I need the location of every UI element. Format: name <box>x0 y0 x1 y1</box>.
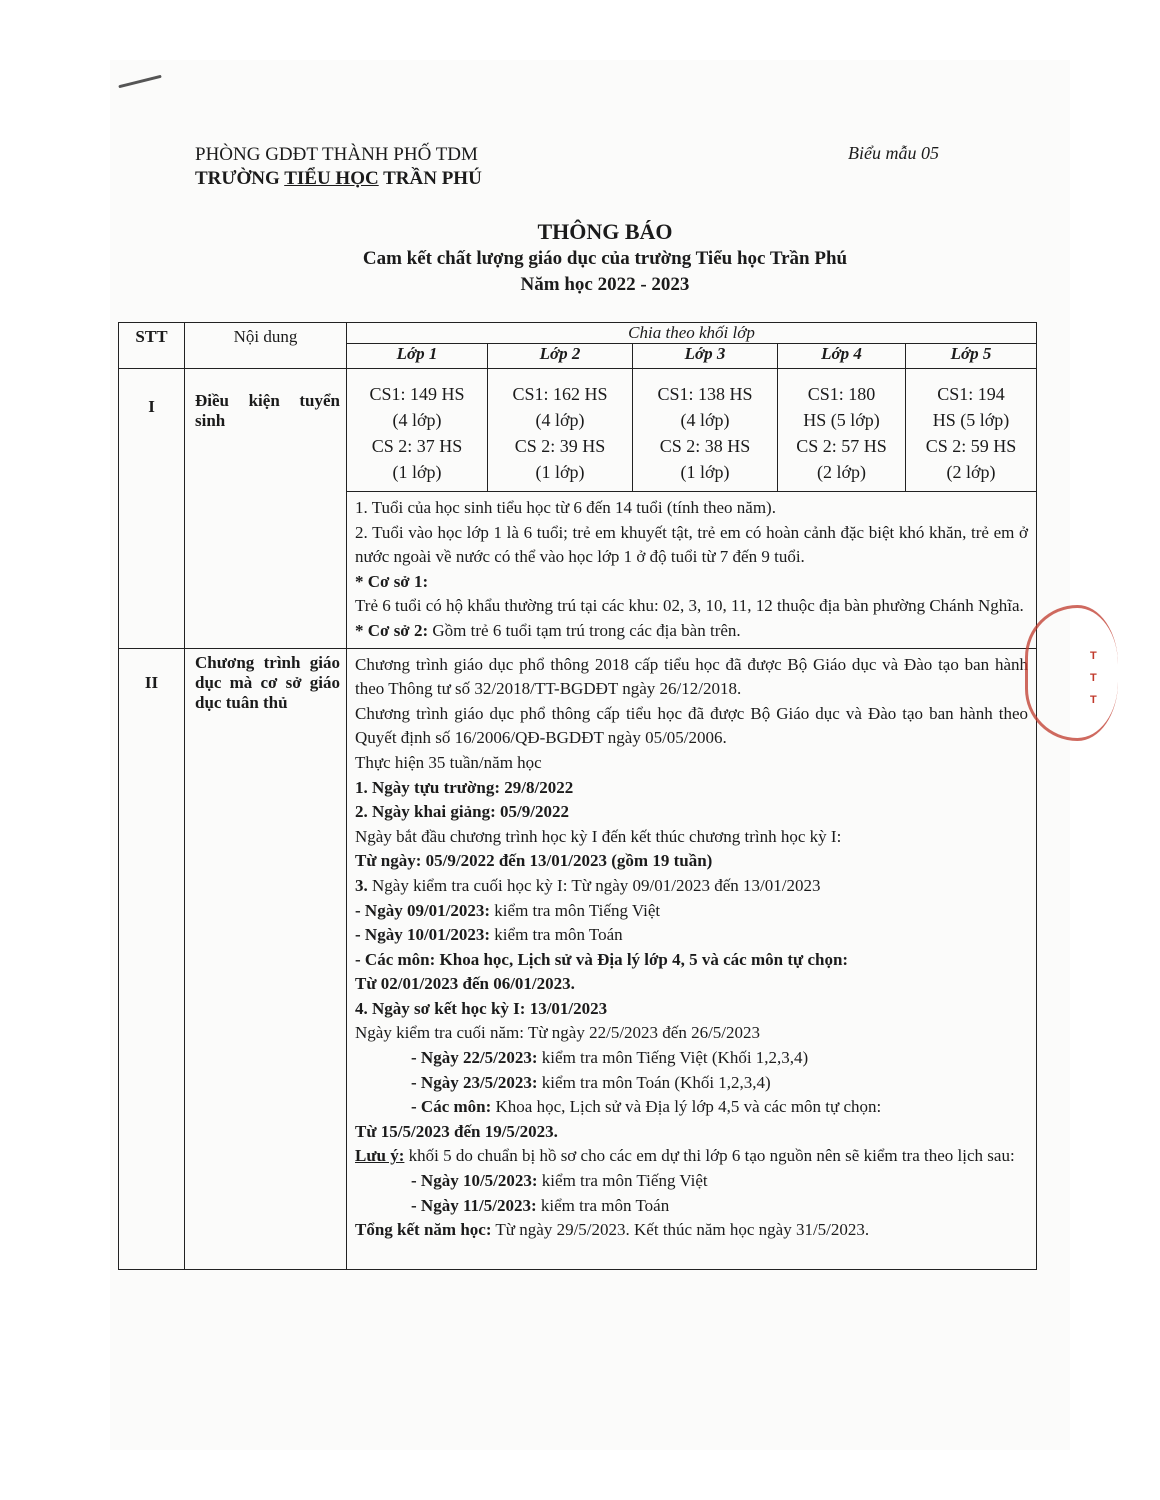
header-lop-3: Lớp 3 <box>633 344 778 369</box>
table-row <box>119 369 1037 492</box>
header-lop-1: Lớp 1 <box>347 344 488 369</box>
seal-letter: T <box>1090 650 1097 662</box>
school-name: TRƯỜNG TIỂU HỌC TRẦN PHÚ <box>195 168 482 189</box>
header-noi-dung: Nội dung <box>185 323 347 369</box>
header-lop-4: Lớp 4 <box>778 344 906 369</box>
campus-1-heading: * Cơ sở 1: <box>355 571 429 591</box>
row-label: Chương trình giáo dục mà cơ sở giáo dục tuân thủ <box>185 648 347 1269</box>
grade-cell-lop-5: CS1: 194 HS (5 lớp) CS 2: 59 HS (2 lớp) <box>906 369 1037 492</box>
header-lop-2: Lớp 2 <box>488 344 633 369</box>
header-chia-theo-khoi: Chia theo khối lớp <box>347 323 1037 344</box>
header-lop-5: Lớp 5 <box>906 344 1037 369</box>
row-number: II <box>119 648 185 1269</box>
row-number: I <box>119 369 185 649</box>
curriculum-text: Chương trình giáo dục phổ thông 2018 cấp tiểu học đã được Bộ Giáo dục và Đào tạo ban hành theo Thông tư số 32/2018/TT-BGDĐT ngày 26/12/2018. Chương trình giáo dục phổ thông cấp tiểu học đã được Bộ Giáo dục và Đào tạo ban hành theo Quyết định số 16/2006/QĐ-BGDĐT ngày 05/05/2006. Thực hiện 35 tuần/năm học 1. Ngày tựu trường: 29/8/2022 2. Ngày khai giảng: 05/9/2022 Ngày bắt đầu chương trình học kỳ I đến kết thúc chương trình học kỳ I: Từ ngày: 05/9/2022 đến 13/01/2023 (gồm 19 tuần) 3. Ngày kiểm tra cuối học kỳ I: Từ ngày 09/01/2023 đến 13/01/2023 - Ngày 09/01/2023: kiểm tra môn Tiếng Việt - Ngày 10/01/2023: kiểm tra môn Toán - Các môn: Khoa học, Lịch sử và Địa lý lớp 4, 5 và các môn tự chọn: Từ 02/01/2023 đến 06/01/2023. 4. Ngày sơ kết học kỳ I: 13/01/2023 Ngày kiểm tra cuối năm: Từ ngày 22/5/2023 đến 26/5/2023 - Ngày 22/5/2023: kiểm tra môn Tiếng Việt (Khối 1,2,3,4) - Ngày 23/5/2023: kiểm tra môn Toán (Khối 1,2,3,4) - Các môn: Khoa học, Lịch sử và Địa lý lớp 4,5 và các môn tự chọn: Từ 15/5/2023 đến 19/5/2023. Lưu ý: khối 5 do chuẩn bị hồ sơ cho các em dự thi lớp 6 tạo nguồn nên sẽ kiểm tra theo lịch sau: - Ngày 10/5/2023: kiểm tra môn Tiếng Việt - Ngày 11/5/2023: kiểm tra môn Toán Tổng kết năm học: Từ ngày 29/5/2023. Kết thúc năm học ngày 31/5/2023. <box>347 648 1037 1269</box>
title-subtitle: Cam kết chất lượng giáo dục của trường Tiểu học Trần Phú <box>362 248 848 269</box>
admission-conditions-text: 1. Tuổi của học sinh tiểu học từ 6 đến 14 tuổi (tính theo năm). 2. Tuổi vào học lớp 1 là 6 tuổi; trẻ em khuyết tật, trẻ em có hoàn cảnh đặc biệt khó khăn, trẻ em ở nước ngoài về nước có thể vào học lớp 1 ở độ tuổi từ 7 đến 9 tuổi. * Cơ sở 1: Trẻ 6 tuổi có hộ khẩu thường trú tại các khu: 02, 3, 10, 11, 12 thuộc địa bàn phường Chánh Nghĩa. * Cơ sở 2: Gồm trẻ 6 tuổi tạm trú trong các địa bàn trên. <box>347 492 1037 649</box>
header-stt: STT <box>119 323 185 369</box>
grade-cell-lop-4: CS1: 180 HS (5 lớp) CS 2: 57 HS (2 lớp) <box>778 369 906 492</box>
seal-letter: T <box>1090 672 1097 684</box>
document-title <box>250 218 960 298</box>
table-header-row <box>119 323 1037 344</box>
campus-2-line: * Cơ sở 2: Gồm trẻ 6 tuổi tạm trú trong các địa bàn trên. <box>355 620 741 640</box>
seal-letter: T <box>1090 694 1097 706</box>
title-main: THÔNG BÁO <box>537 219 673 244</box>
school-seal-stamp <box>1025 605 1118 741</box>
grade-cell-lop-3: CS1: 138 HS (4 lớp) CS 2: 38 HS (1 lớp) <box>633 369 778 492</box>
row-label: Điều kiện tuyển sinh <box>185 369 347 649</box>
department-name: PHÒNG GDĐT THÀNH PHỐ TDM <box>195 144 478 165</box>
grade-cell-lop-1: CS1: 149 HS (4 lớp) CS 2: 37 HS (1 lớp) <box>347 369 488 492</box>
commitment-table <box>118 322 1037 1270</box>
table-row <box>119 648 1037 1269</box>
form-label: Biểu mẫu 05 <box>848 143 939 163</box>
title-school-year: Năm học 2022 - 2023 <box>520 274 690 295</box>
document-header-left <box>195 143 482 191</box>
grade-cell-lop-2: CS1: 162 HS (4 lớp) CS 2: 39 HS (1 lớp) <box>488 369 633 492</box>
